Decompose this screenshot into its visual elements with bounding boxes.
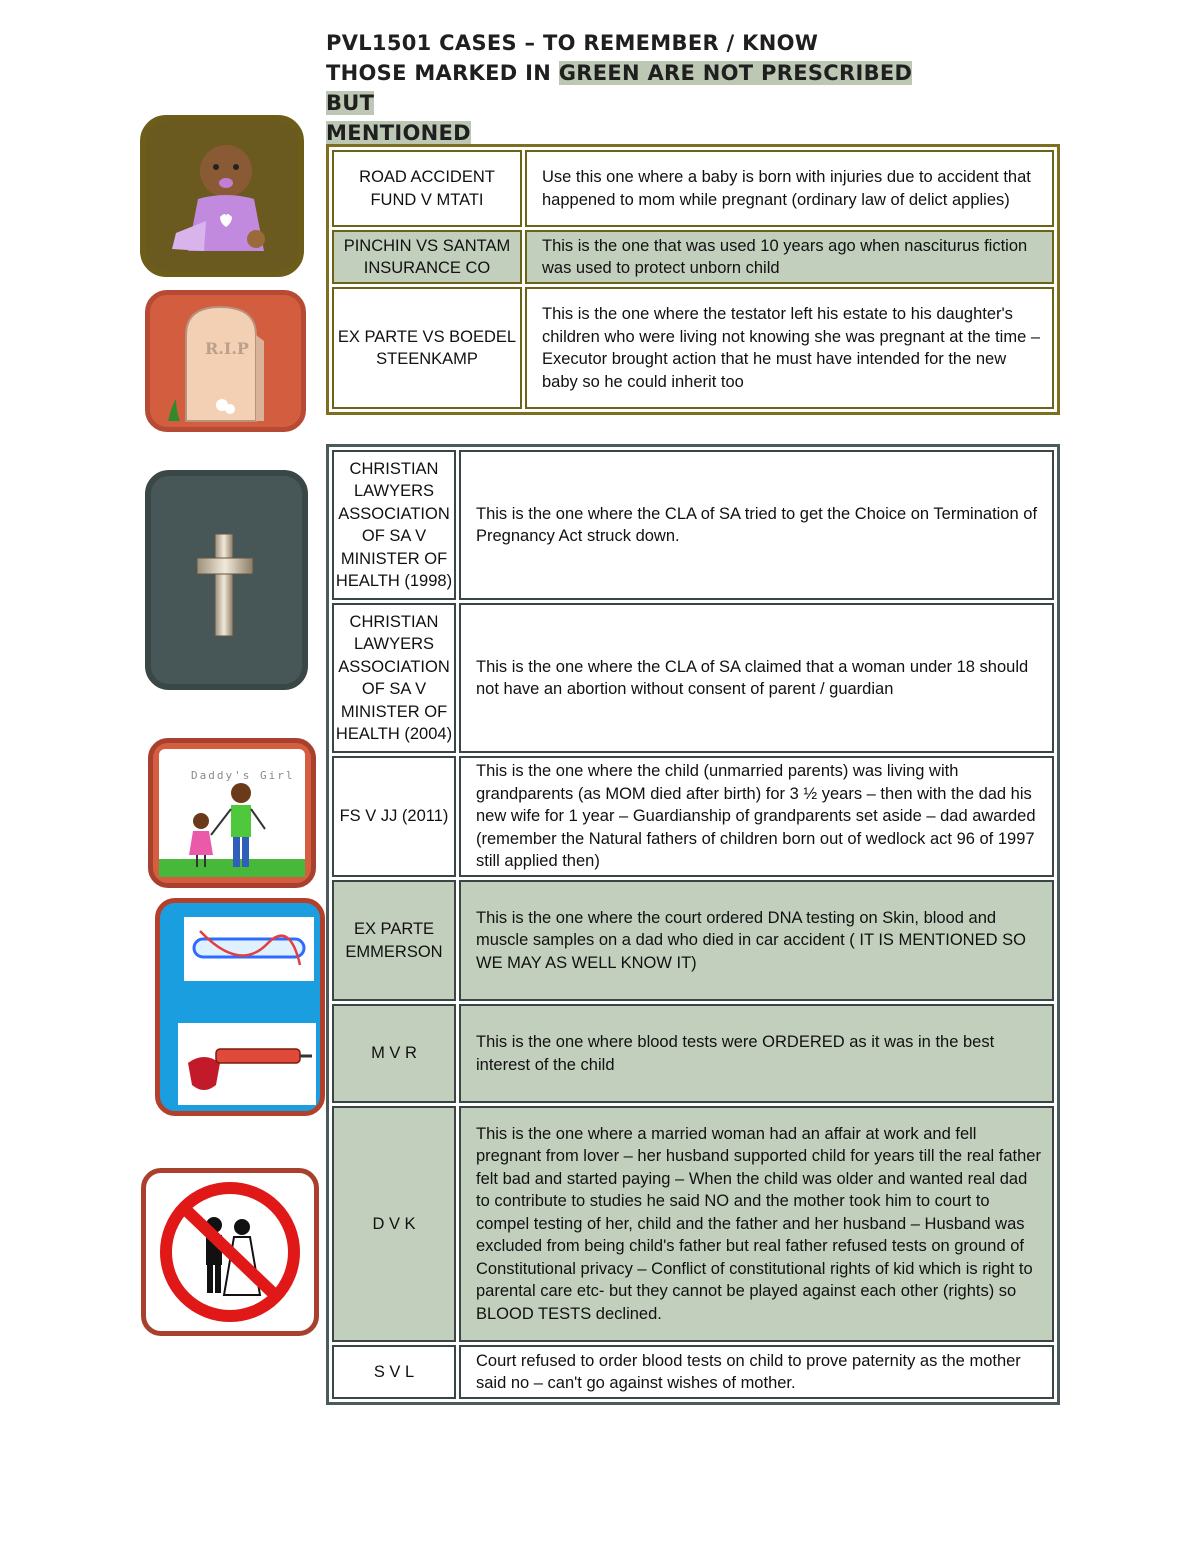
case-description: This is the one where blood tests were ORDERED as it was in the best interest of the child — [459, 1004, 1054, 1103]
case-name: ROAD ACCIDENT FUND V MTATI — [332, 150, 522, 227]
baby-icon — [140, 115, 304, 277]
gravestone-icon — [145, 290, 306, 432]
case-description: Use this one where a baby is born with injuries due to accident that happened to mom while pregnant (ordinary law of delict applies) — [525, 150, 1054, 227]
table-row — [332, 1106, 1054, 1342]
cases-table-status — [326, 444, 1060, 1405]
table-row — [332, 756, 1054, 877]
page-title — [326, 28, 966, 148]
daddys-girl-icon — [148, 738, 316, 888]
case-description: This is the one where a married woman had an affair at work and fell pregnant from lover – her husband supported child for years till the real father felt bad and started paying – When the child was older and wanted real dad to contribute to studies he said NO and the mother took him to court to compel testing of her, child and the father and her husband – Husband was excluded from being child's father but real father refused tests on ground of Constitutional privacy – Conflict of constitutional rights of kid which is right to parental care etc- but they cannot be played against each other (rights) so BLOOD TESTS declined. — [459, 1106, 1054, 1342]
case-description: This is the one where the court ordered DNA testing on Skin, blood and muscle samples on a dad who died in car accident ( IT IS MENTIONED SO WE MAY AS WELL KNOW IT) — [459, 880, 1054, 1001]
title-line-2-prefix: THOSE MARKED IN — [326, 61, 559, 85]
title-green-highlight: GREEN ARE NOT PRESCRIBED BUT — [326, 61, 913, 115]
table-row — [332, 880, 1054, 1001]
table-row — [332, 1345, 1054, 1399]
cases-table-nasciturus — [326, 144, 1060, 415]
dna-blood-test-icon — [155, 898, 325, 1116]
case-name: CHRISTIAN LAWYERS ASSOCIATION OF SA V MINISTER OF HEALTH (1998) — [332, 450, 456, 600]
table-row — [332, 450, 1054, 600]
title-line-1: PVL1501 CASES – TO REMEMBER / KNOW — [326, 31, 819, 55]
case-description: Court refused to order blood tests on child to prove paternity as the mother said no – can't go against wishes of mother. — [459, 1345, 1054, 1399]
case-name: CHRISTIAN LAWYERS ASSOCIATION OF SA V MINISTER OF HEALTH (2004) — [332, 603, 456, 753]
case-name: EX PARTE EMMERSON — [332, 880, 456, 1001]
case-name: D V K — [332, 1106, 456, 1342]
table-row — [332, 1004, 1054, 1103]
case-description: This is the one that was used 10 years ago when nasciturus fiction was used to protect unborn child — [525, 230, 1054, 284]
case-name: PINCHIN VS SANTAM INSURANCE CO — [332, 230, 522, 284]
case-description: This is the one where the child (unmarried parents) was living with grandparents (as MOM died after birth) for 3 ½ years – then with the dad his new wife for 1 year – Guardianship of grandparents set aside – dad awarded (remember the Natural fathers of children born out of wedlock act 96 of 1997 still applied then) — [459, 756, 1054, 877]
case-description: This is the one where the testator left his estate to his daughter's children who were living not knowing she was pregnant at the time – Executor brought action that he must have intended for the new baby so he could inherit too — [525, 287, 1054, 409]
case-name: EX PARTE VS BOEDEL STEENKAMP — [332, 287, 522, 409]
case-description: This is the one where the CLA of SA claimed that a woman under 18 should not have an abortion without consent of parent / guardian — [459, 603, 1054, 753]
case-description: This is the one where the CLA of SA tried to get the Choice on Termination of Pregnancy Act struck down. — [459, 450, 1054, 600]
case-name: FS V JJ (2011) — [332, 756, 456, 877]
no-marriage-icon — [141, 1168, 319, 1336]
title-green-highlight-2: MENTIONED — [326, 121, 471, 145]
table-row — [332, 150, 1054, 227]
case-name: S V L — [332, 1345, 456, 1399]
daddys-girl-caption: Daddy's Girl — [191, 769, 295, 782]
gravestone-text: R.I.P — [205, 339, 249, 358]
table-row — [332, 287, 1054, 409]
table-row — [332, 603, 1054, 753]
cross-icon — [145, 470, 308, 690]
table-row — [332, 230, 1054, 284]
case-name: M V R — [332, 1004, 456, 1103]
title-line-2 — [326, 58, 966, 118]
